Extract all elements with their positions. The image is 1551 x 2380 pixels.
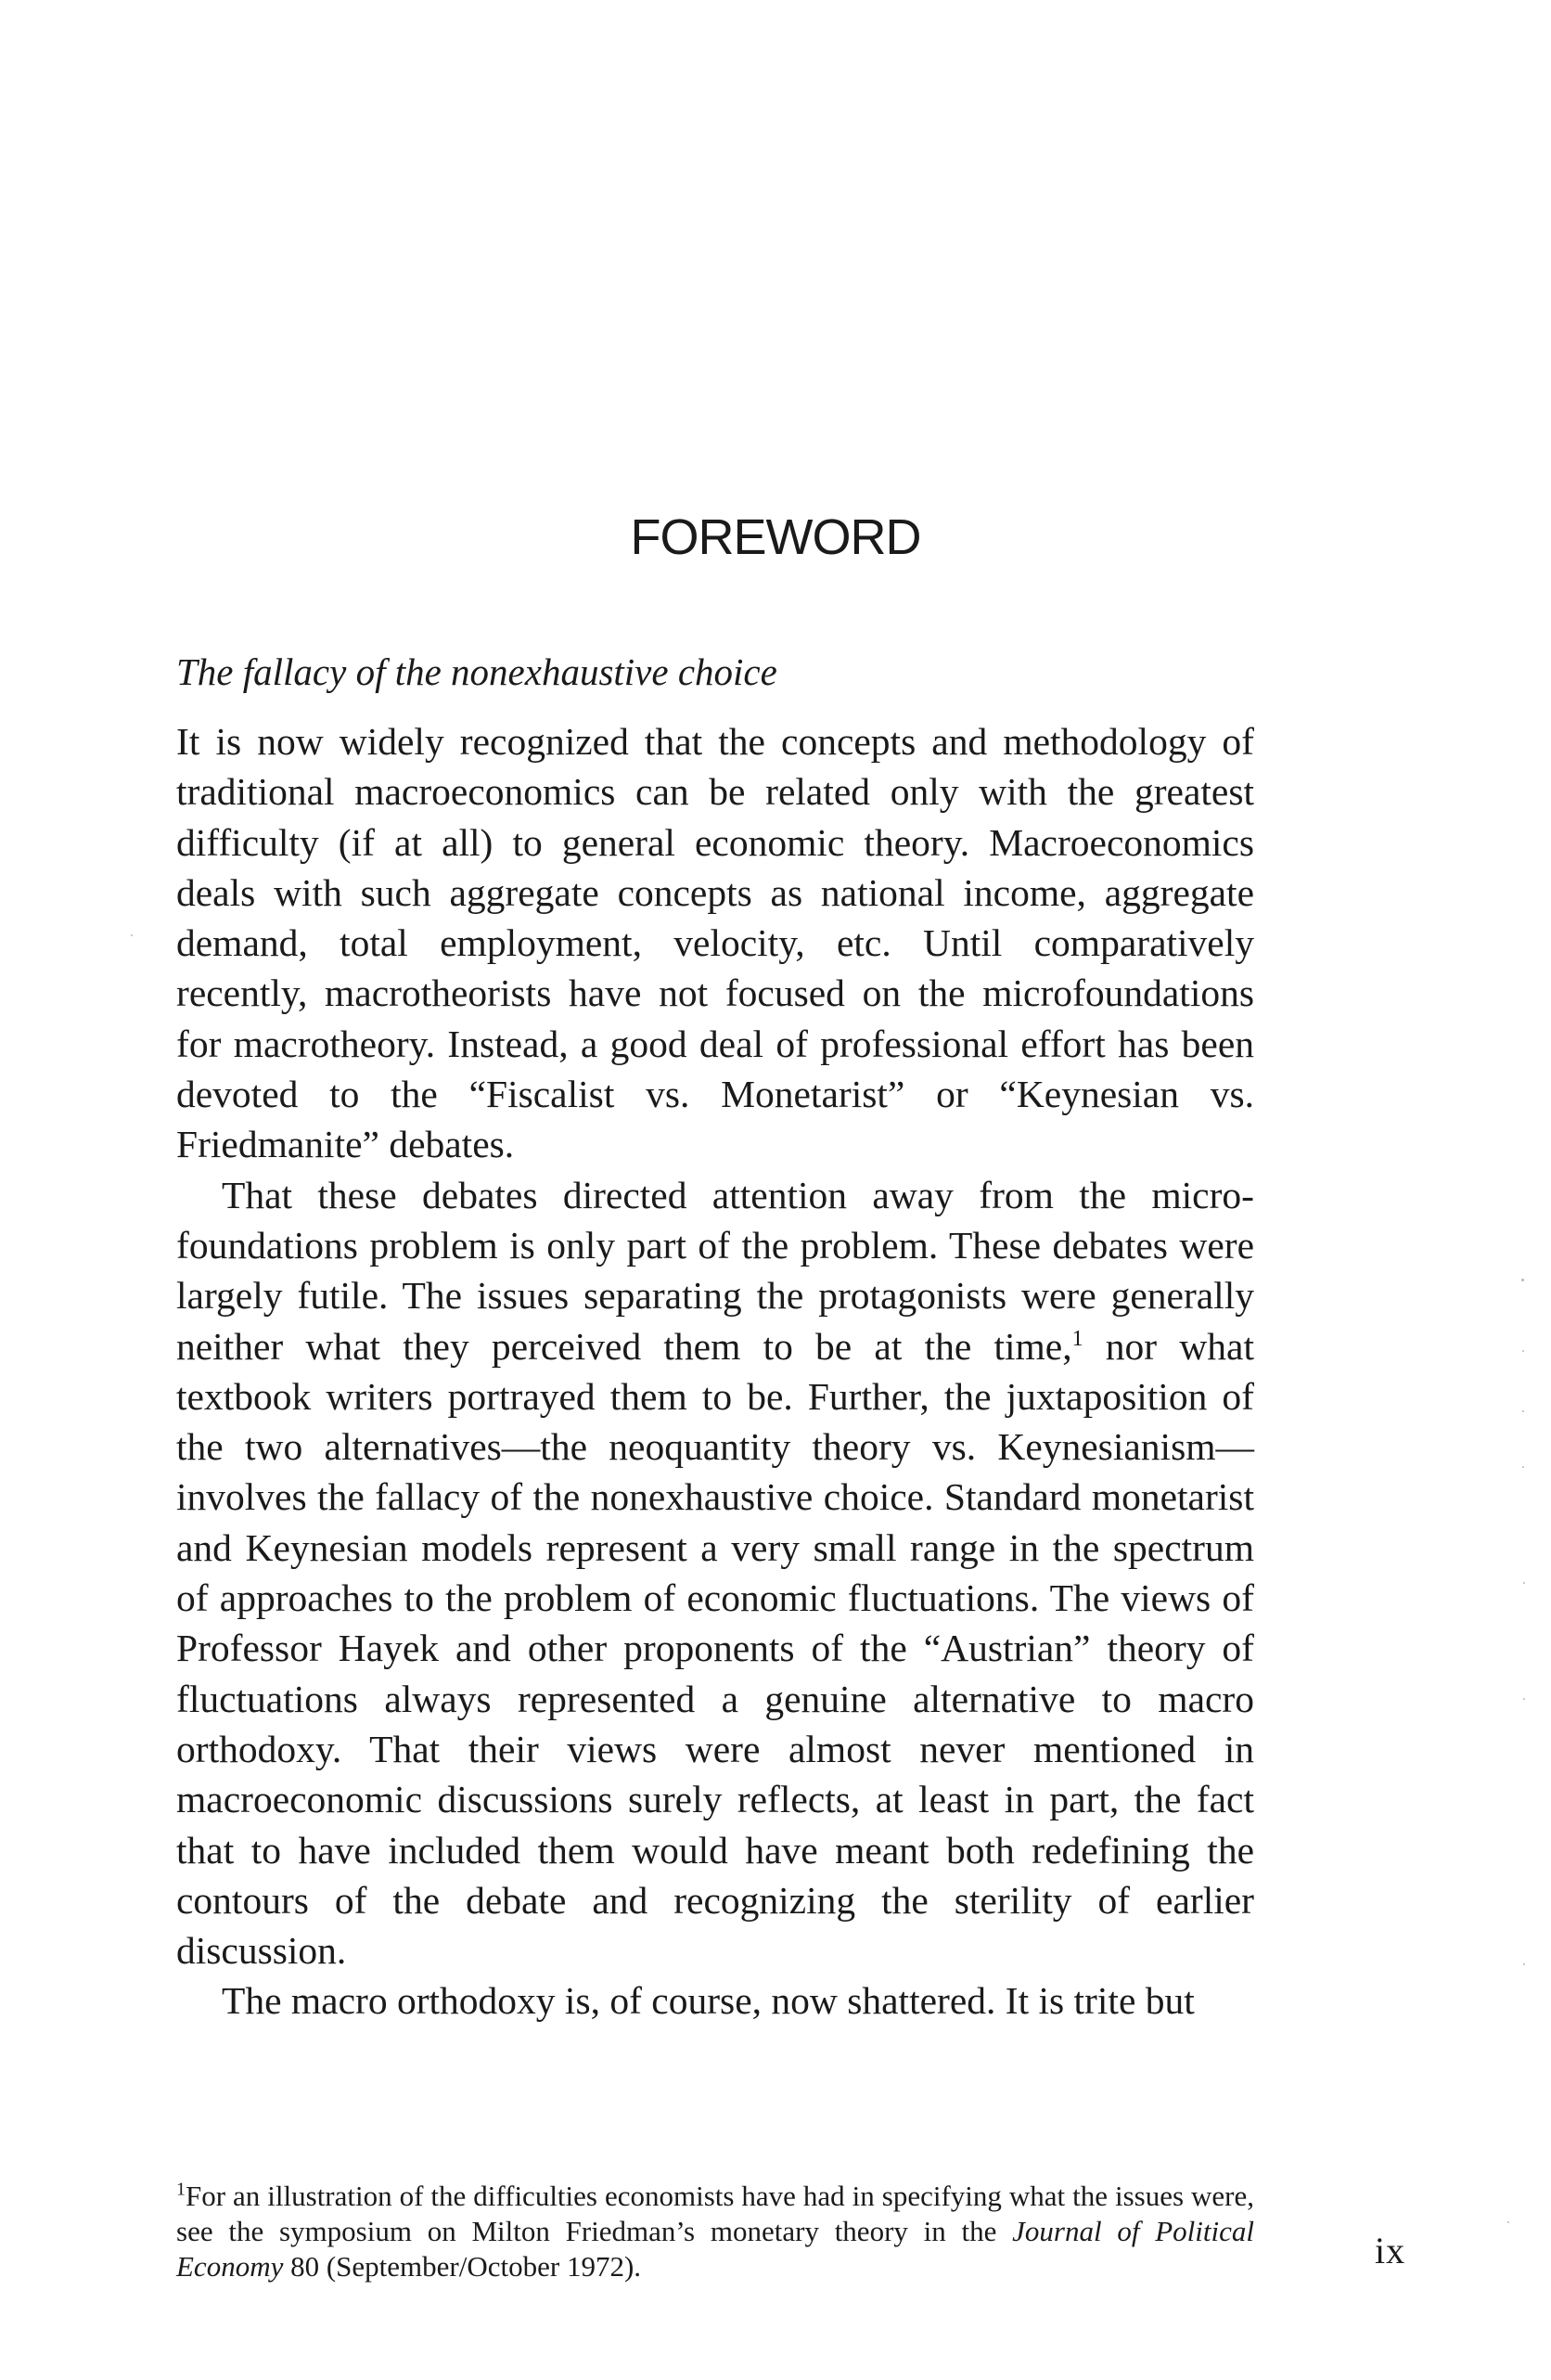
footnote-journal-title: Journal of Political Economy — [176, 2215, 1255, 2283]
paragraph-1: It is now widely recognized that the concepts and methodology of traditional macroeconomics can be related only with the greatest difficulty (if at all) to general economic theory. Macroeconomics deals with such aggregate concepts as national income, aggregate demand, total employment, velocity, etc. Until comparatively recently, macrotheorists have not focused on the microfoundations for macrotheory. Instead, a good deal of professional effort has been devoted to the “Fiscalist vs. Monetarist” or “Keynesian vs. Friedmanite” debates. — [176, 720, 1254, 1166]
scan-speck — [1522, 1410, 1524, 1412]
paragraph-3: The macro orthodoxy is, of course, now shattered. It is trite but — [222, 1979, 1195, 2023]
body-text — [176, 716, 1254, 2026]
footnote-text-2: 80 (September/October 1972). — [283, 2250, 642, 2283]
section-heading: The fallacy of the nonexhaustive choice — [176, 650, 777, 693]
footnote — [176, 2179, 1254, 2284]
scan-speck — [1523, 1582, 1525, 1584]
paragraph-2 — [176, 1170, 1254, 1976]
scan-speck — [1522, 1350, 1524, 1352]
footnote-text-1: For an illustration of the difficulties economists have had in specifying what the issues were, see the symposium on Milton Friedman’s monetary theory in the — [176, 2180, 1254, 2247]
scan-speck — [1521, 1279, 1524, 1281]
footnote-reference[interactable]: 1 — [1071, 1326, 1083, 1351]
scan-speck — [1522, 1466, 1524, 1468]
scan-speck — [1523, 1698, 1525, 1700]
page-number: ix — [1375, 2230, 1406, 2271]
page-title: FOREWORD — [630, 509, 921, 565]
paragraph-2-part-2: nor what textbook writers portrayed them to be. Further, the juxtaposition of the two alternatives—the neoquantity theory vs. Keynesianism—involves the fallacy of the nonexhaustive choice. Standard monetarist and Keynesian models represent a very small range in the spectrum of approaches to the problem of economic fluctuations. The views of Professor Hayek and other proponents of the “Austrian” theory of fluctuations always represented a genuine alternative to macro orthodoxy. That their views were almost never mentioned in macroeconomic discussions surely reflects, at least in part, the fact that to have included them would have meant both redefining the contours of the debate and recognizing the sterility of earlier discussion. — [176, 1324, 1254, 1973]
scan-speck — [1507, 2221, 1509, 2223]
paragraph-2-part-1: That these debates directed attention away from the microfoundations problem is only part of the problem. These debates were largely futile. The issues separating the protagonists were generally neither what they perceived them to be at the time, — [176, 1173, 1254, 1368]
scan-speck — [1523, 1963, 1525, 1965]
scan-speck — [131, 934, 133, 936]
footnote-marker: 1 — [176, 2179, 186, 2200]
